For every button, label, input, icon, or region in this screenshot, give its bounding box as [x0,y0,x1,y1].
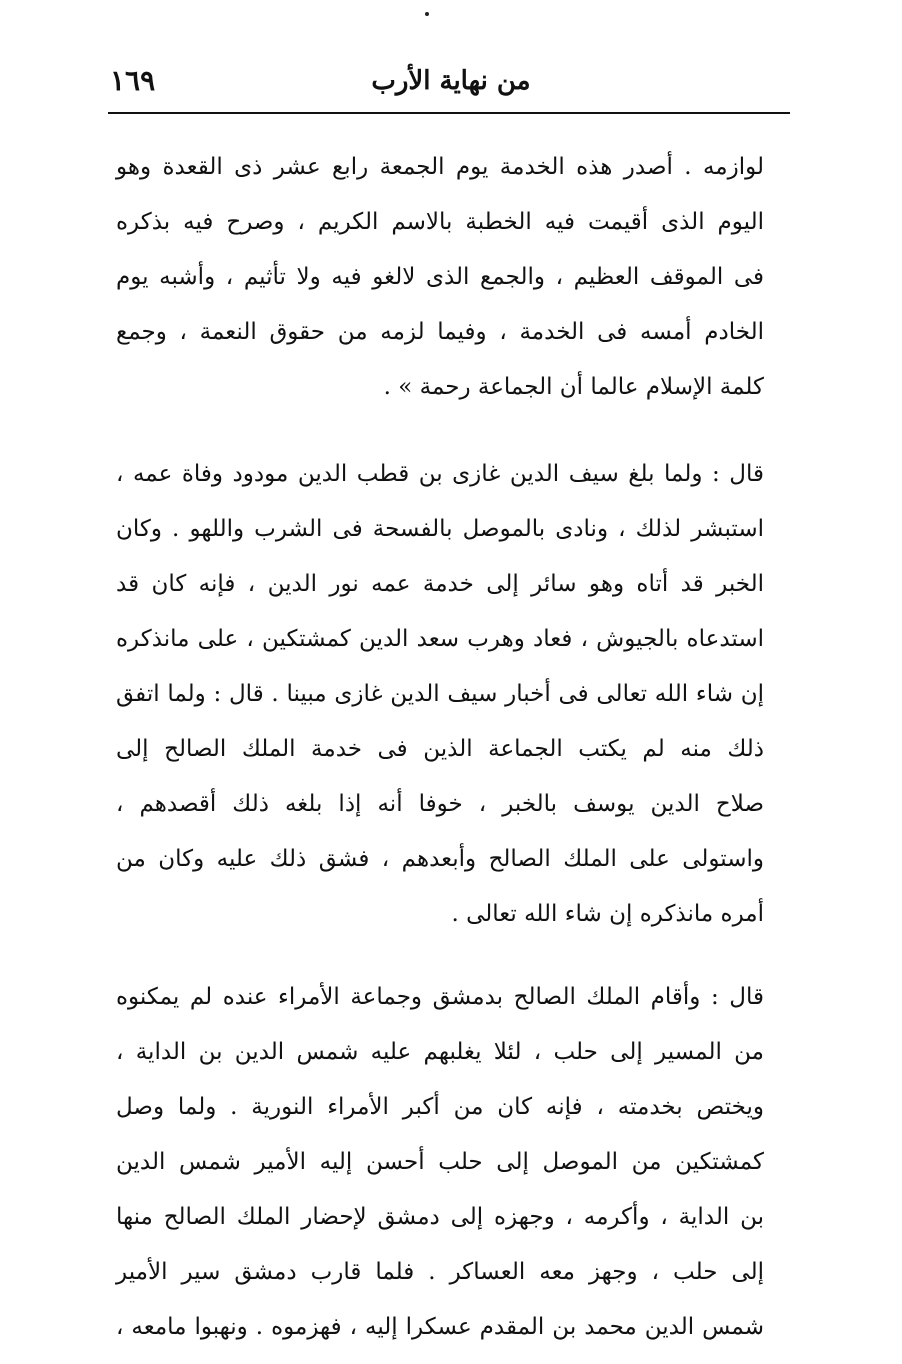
text-line: كلمة الإسلام عالما أن الجماعة رحمة » . [383,374,764,400]
text-line: بن الداية ، وأكرمه ، وجهزه إلى دمشق لإحضار الملك الصالح منها [116,1204,764,1230]
text-line: ذلك منه لم يكتب الجماعة الذين فى خدمة الملك الصالح إلى [116,736,764,762]
text-line: إلى حلب ، وجهز معه العساكر . فلما قارب دمشق سير الأمير [116,1259,764,1285]
text-line: فى الموقف العظيم ، والجمع الذى لالغو فيه ولا تأثيم ، وأشبه يوم [116,264,764,290]
text-line: استبشر لذلك ، ونادى بالموصل بالفسحة فى الشرب واللهو . وكان [116,516,764,542]
running-header [110,62,792,112]
paragraph-1 [116,140,764,415]
text-line: من المسير إلى حلب ، لئلا يغلبهم عليه شمس الدين بن الداية ، [116,1039,764,1065]
text-line: شمس الدين محمد بن المقدم عسكرا إليه ، فهزموه . ونهبوا مامعه ، [116,1314,764,1340]
text-line: ويختص بخدمته ، فإنه كان من أكبر الأمراء النورية . ولما وصل [116,1094,764,1120]
text-line: كمشتكين من الموصل إلى حلب أحسن إليه الأمير شمس الدين [116,1149,764,1175]
paragraph-3 [116,970,764,1355]
paragraph-gap [116,942,764,970]
text-line: الخبر قد أتاه وهو سائر إلى خدمة عمه نور الدين ، فإنه كان قد [116,571,764,597]
text-line: صلاح الدين يوسف بالخبر ، خوفا أنه إذا بلغه ذلك أقصدهم ، [116,791,764,817]
text-line: الخادم أمسه فى الخدمة ، وفيما لزمه من حقوق النعمة ، وجمع [116,319,764,345]
paragraph-2 [116,447,764,942]
text-line: اليوم الذى أقيمت فيه الخطبة بالاسم الكريم ، وصرح فيه بذكره [116,209,764,235]
text-body [116,140,764,1355]
text-line: واستولى على الملك الصالح وأبعدهم ، فشق ذلك عليه وكان من [116,846,764,872]
paragraph-gap [116,415,764,447]
text-line: استدعاه بالجيوش ، فعاد وهرب سعد الدين كمشتكين ، على مانذكره [116,626,764,652]
page-number: ١٦٩ [110,64,156,97]
running-title: من نهاية الأرب [371,66,531,96]
text-line: قال : وأقام الملك الصالح بدمشق وجماعة الأمراء عنده لم يمكنوه [116,984,764,1010]
text-line: أمره مانذكره إن شاء الله تعالى . [451,901,764,927]
text-line: إن شاء الله تعالى فى أخبار سيف الدين غازى مبينا . قال : ولما اتفق [116,681,764,707]
text-line: لوازمه . أصدر هذه الخدمة يوم الجمعة رابع عشر ذى القعدة وهو [116,154,764,180]
header-rule [108,112,790,114]
text-line: قال : ولما بلغ سيف الدين غازى بن قطب الدين مودود وفاة عمه ، [116,461,764,487]
ink-dot [425,12,429,16]
